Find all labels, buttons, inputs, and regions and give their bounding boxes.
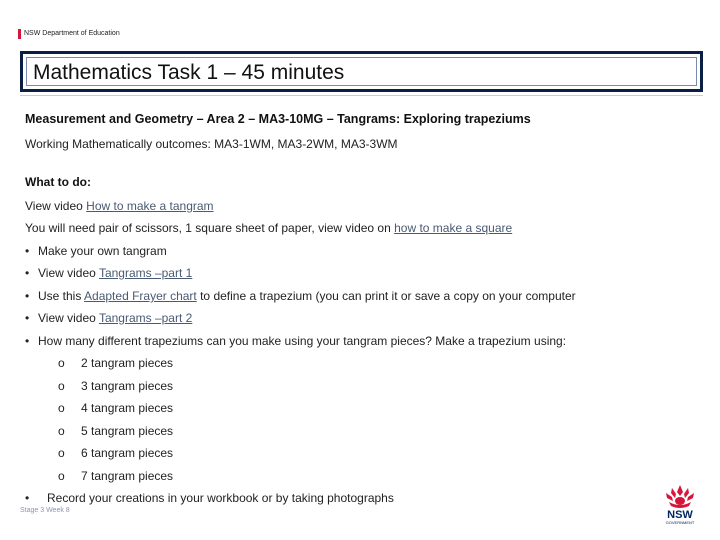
bullet-make-tangram: Make your own tangram bbox=[38, 244, 167, 258]
logo-subtext: GOVERNMENT bbox=[665, 520, 695, 525]
sub-bullet-marker: o bbox=[58, 401, 65, 415]
footer-stage-week: Stage 3 Week 8 bbox=[20, 507, 70, 514]
bullet-frayer-suffix: to define a trapezium (you can print it or save a copy on your computer bbox=[196, 289, 576, 303]
bullet-tangrams-part1 bbox=[38, 266, 192, 281]
subitem-5-pieces: 5 tangram pieces bbox=[81, 424, 174, 438]
instruction-materials-prefix: You will need pair of scissors, 1 square sheet of paper, view video on bbox=[25, 221, 395, 235]
bullet-frayer-prefix: Use this bbox=[38, 289, 85, 303]
bullet-marker: • bbox=[25, 266, 30, 280]
task-subtitle: Measurement and Geometry – Area 2 – MA3-10MG – Tangrams: Exploring trapeziums bbox=[25, 112, 531, 126]
department-name: NSW Department of Education bbox=[24, 30, 120, 37]
tangrams-part1-link[interactable]: Tangrams –part 1 bbox=[98, 266, 193, 280]
tangrams-part2-link[interactable]: Tangrams –part 2 bbox=[98, 311, 193, 325]
outcomes-text: Working Mathematically outcomes: MA3-1WM, MA3-2WM, MA3-3WM bbox=[25, 137, 398, 151]
sub-bullet-marker: o bbox=[58, 469, 65, 483]
subitem-3-pieces: 3 tangram pieces bbox=[81, 379, 174, 393]
what-to-do-heading: What to do: bbox=[25, 175, 91, 189]
sub-bullet-marker: o bbox=[58, 379, 65, 393]
nsw-government-logo bbox=[659, 484, 701, 526]
bullet-marker: • bbox=[25, 244, 30, 258]
instruction-materials-line bbox=[25, 221, 512, 236]
logo-wordmark: NSW bbox=[667, 509, 693, 521]
page-title: Mathematics Task 1 – 45 minutes bbox=[33, 61, 345, 84]
bullet-tangrams-part2-prefix: View video bbox=[38, 311, 99, 325]
sub-bullet-marker: o bbox=[58, 356, 65, 370]
header-accent-bar bbox=[18, 29, 21, 39]
subitem-2-pieces: 2 tangram pieces bbox=[81, 356, 174, 370]
bullet-record-creations: Record your creations in your workbook or by taking photographs bbox=[47, 491, 394, 505]
subitem-4-pieces: 4 tangram pieces bbox=[81, 401, 174, 415]
bullet-marker: • bbox=[25, 491, 30, 505]
sub-bullet-marker: o bbox=[58, 446, 65, 460]
bullet-frayer-chart bbox=[38, 289, 576, 304]
sub-bullet-marker: o bbox=[58, 424, 65, 438]
bullet-trapezium-question: How many different trapeziums can you make using your tangram pieces? Make a trapezium using: bbox=[38, 334, 567, 348]
how-to-make-tangram-link[interactable]: How to make a tangram bbox=[86, 199, 214, 213]
subitem-7-pieces: 7 tangram pieces bbox=[81, 469, 174, 483]
bullet-marker: • bbox=[25, 334, 30, 348]
bullet-marker: • bbox=[25, 311, 30, 325]
instruction-video-prefix: View video bbox=[25, 199, 87, 213]
title-divider bbox=[20, 95, 703, 96]
subitem-6-pieces: 6 tangram pieces bbox=[81, 446, 174, 460]
adapted-frayer-chart-link[interactable]: Adapted Frayer chart bbox=[84, 289, 197, 303]
bullet-tangrams-part1-prefix: View video bbox=[38, 266, 99, 280]
waratah-icon bbox=[659, 484, 701, 526]
instruction-video-line bbox=[25, 199, 214, 214]
bullet-marker: • bbox=[25, 289, 30, 303]
bullet-tangrams-part2 bbox=[38, 311, 192, 326]
how-to-make-square-link[interactable]: how to make a square bbox=[394, 221, 513, 235]
title-box bbox=[20, 51, 703, 92]
